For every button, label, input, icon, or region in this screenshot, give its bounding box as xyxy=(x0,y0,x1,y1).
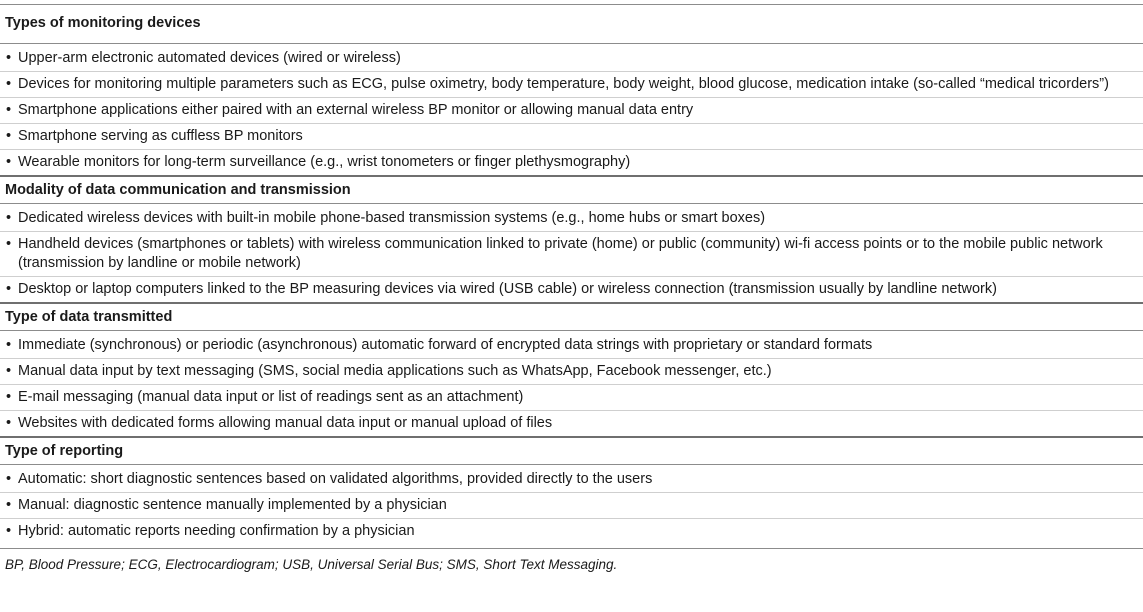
item-text: Smartphone applications either paired with an external wireless BP monitor or allowing manual data entry xyxy=(18,102,694,118)
list-item xyxy=(0,385,1143,411)
bullet-icon: • xyxy=(6,471,12,487)
section-items xyxy=(0,204,1143,302)
section-items xyxy=(0,331,1143,436)
list-item xyxy=(0,98,1143,124)
item-text: Wearable monitors for long-term surveillance (e.g., wrist tonometers or finger plethysmography) xyxy=(18,154,631,170)
item-text: Immediate (synchronous) or periodic (asynchronous) automatic forward of encrypted data strings with proprietary or standard formats xyxy=(18,337,873,353)
section-data-communication xyxy=(0,177,1143,302)
list-item xyxy=(0,519,1143,544)
list-item xyxy=(0,467,1143,493)
item-text: Websites with dedicated forms allowing manual data input or manual upload of files xyxy=(18,415,553,431)
bullet-icon: • xyxy=(6,497,12,513)
section-header: Modality of data communication and transmission xyxy=(5,182,351,198)
bullet-icon: • xyxy=(6,281,12,297)
item-text: Dedicated wireless devices with built-in mobile phone-based transmission systems (e.g., home hubs or smart boxes) xyxy=(18,210,766,226)
list-item xyxy=(0,72,1143,98)
section-data-transmitted xyxy=(0,304,1143,436)
list-item xyxy=(0,411,1143,436)
section-items xyxy=(0,465,1143,544)
bullet-icon: • xyxy=(6,415,12,431)
bullet-icon: • xyxy=(6,76,12,92)
item-text: Manual data input by text messaging (SMS, social media applications such as WhatsApp, Facebook messenger, etc.) xyxy=(18,363,772,379)
item-text: Handheld devices (smartphones or tablets) with wireless communication linked to private (home) or public (community) wi-fi access points or to the mobile public network (transmission by landline or mobile network) xyxy=(18,236,1103,271)
item-text: Devices for monitoring multiple parameters such as ECG, pulse oximetry, body temperature, body weight, blood glucose, medication intake (so-called “medical tricorders”) xyxy=(18,76,1109,92)
table-footnote: BP, Blood Pressure; ECG, Electrocardiogram; USB, Universal Serial Bus; SMS, Short Text Messaging. xyxy=(5,557,618,572)
item-text: Manual: diagnostic sentence manually implemented by a physician xyxy=(18,497,447,513)
bullet-icon: • xyxy=(6,523,12,539)
list-item xyxy=(0,493,1143,519)
section-header: Type of reporting xyxy=(5,443,124,459)
bullet-icon: • xyxy=(6,128,12,144)
list-item xyxy=(0,206,1143,232)
bullet-icon: • xyxy=(6,337,12,353)
list-item xyxy=(0,333,1143,359)
section-monitoring-devices xyxy=(0,5,1143,175)
bullet-icon: • xyxy=(6,154,12,170)
list-item xyxy=(0,46,1143,72)
list-item xyxy=(0,232,1143,277)
bullet-icon: • xyxy=(6,236,12,252)
item-text: Smartphone serving as cuffless BP monitors xyxy=(18,128,303,144)
item-text: Hybrid: automatic reports needing confirmation by a physician xyxy=(18,523,415,539)
section-reporting xyxy=(0,438,1143,544)
list-item xyxy=(0,359,1143,385)
bullet-icon: • xyxy=(6,102,12,118)
item-text: Desktop or laptop computers linked to the BP measuring devices via wired (USB cable) or wireless connection (transmission usually by landline network) xyxy=(18,281,997,297)
section-header: Types of monitoring devices xyxy=(5,15,201,31)
item-text: Automatic: short diagnostic sentences based on validated algorithms, provided directly to the users xyxy=(18,471,653,487)
item-text: E-mail messaging (manual data input or list of readings sent as an attachment) xyxy=(18,389,524,405)
bullet-icon: • xyxy=(6,363,12,379)
bullet-icon: • xyxy=(6,210,12,226)
section-items xyxy=(0,44,1143,175)
section-header: Type of data transmitted xyxy=(5,309,173,325)
list-item xyxy=(0,277,1143,302)
bullet-icon: • xyxy=(6,389,12,405)
item-text: Upper-arm electronic automated devices (wired or wireless) xyxy=(18,50,401,66)
bullet-icon: • xyxy=(6,50,12,66)
list-item xyxy=(0,150,1143,175)
list-item xyxy=(0,124,1143,150)
